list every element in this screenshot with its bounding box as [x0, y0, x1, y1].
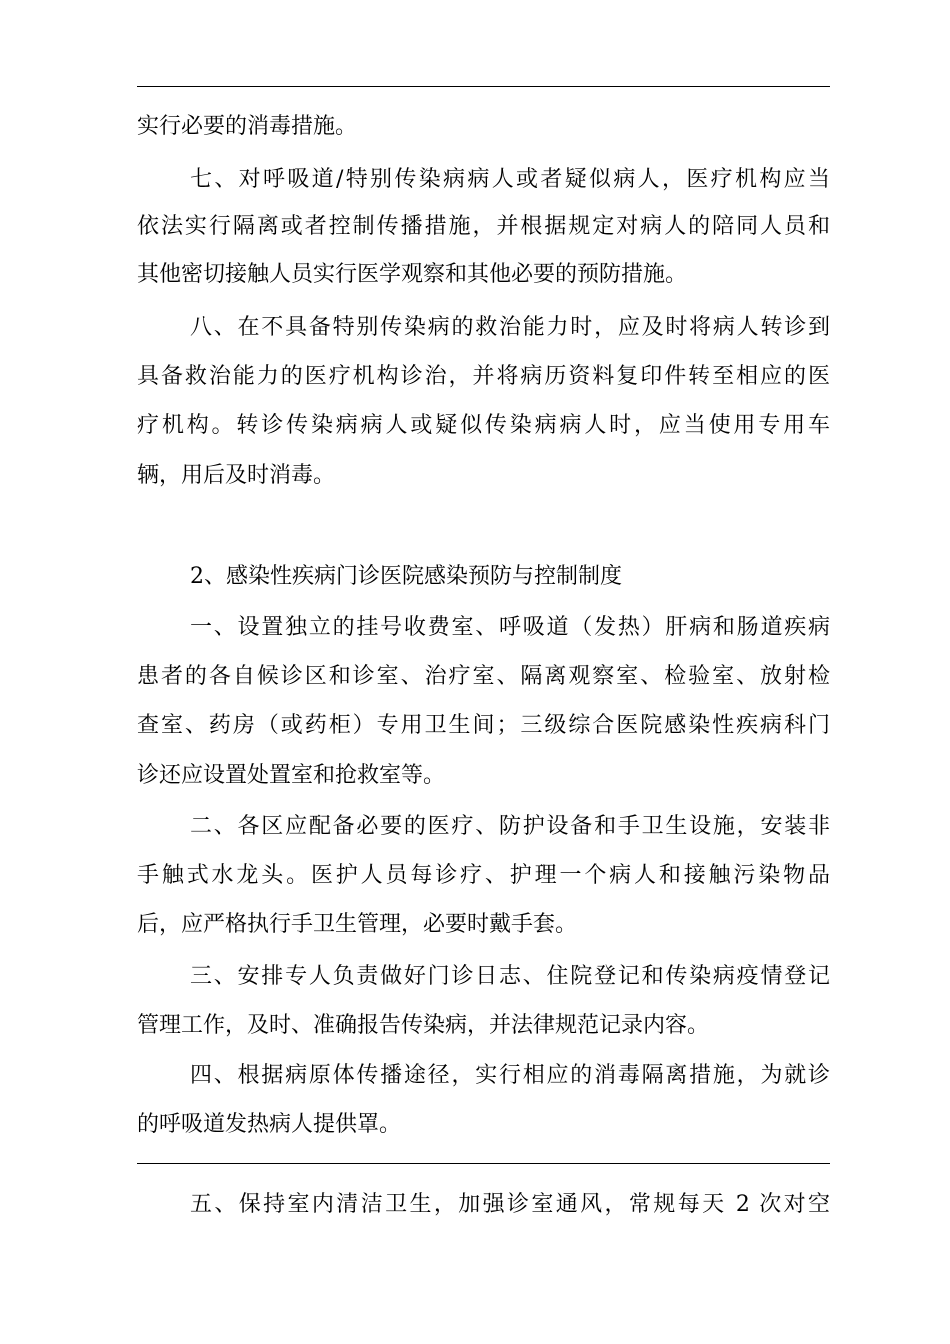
- text-line: 患者的各自候诊区和诊室、治疗室、隔离观察室、检验室、放射检: [137, 664, 830, 689]
- text-line: 七、对呼吸道/特别传染病病人或者疑似病人，医疗机构应当: [190, 167, 830, 192]
- text-line: 二、各区应配备必要的医疗、防护设备和手卫生设施，安装非: [190, 814, 830, 839]
- text-line: 辆，用后及时消毒。: [137, 463, 336, 488]
- header-rule: [137, 86, 830, 87]
- text-line: 的呼吸道发热病人提供罩。: [137, 1112, 402, 1137]
- text-line: 三、安排专人负责做好门诊日志、住院登记和传染病疫情登记: [190, 964, 830, 989]
- text-line: 管理工作，及时、准确报告传染病，并法律规范记录内容。: [137, 1013, 710, 1038]
- text-line: 查室、药房（或药柜）专用卫生间；三级综合医院感染性疾病科门: [137, 713, 830, 738]
- text-line: 疗机构。转诊传染病病人或疑似传染病病人时，应当使用专用车: [137, 413, 830, 438]
- text-line: 具备救治能力的医疗机构诊治，并将病历资料复印件转至相应的医: [137, 364, 830, 389]
- text-line: 一、设置独立的挂号收费室、呼吸道（发热）肝病和肠道疾病: [190, 615, 830, 640]
- text-line: 后，应严格执行手卫生管理，必要时戴手套。: [137, 912, 578, 937]
- text-line: 依法实行隔离或者控制传播措施，并根据规定对病人的陪同人员和: [137, 214, 830, 239]
- text-line: 实行必要的消毒措施。: [137, 114, 358, 139]
- text-line: 其他密切接触人员实行医学观察和其他必要的预防措施。: [137, 262, 688, 287]
- text-line: 诊还应设置处置室和抢救室等。: [137, 763, 446, 788]
- text-line: 五、保持室内清洁卫生，加强诊室通风，常规每天 2 次对空: [190, 1192, 830, 1217]
- footer-rule: [137, 1163, 830, 1164]
- text-line: 四、根据病原体传播途径，实行相应的消毒隔离措施，为就诊: [190, 1063, 830, 1088]
- section-heading: 2、感染性疾病门诊医院感染预防与控制制度: [190, 564, 622, 589]
- text-line: 八、在不具备特别传染病的救治能力时，应及时将病人转诊到: [190, 315, 830, 340]
- text-line: 手触式水龙头。医护人员每诊疗、护理一个病人和接触污染物品: [137, 863, 830, 888]
